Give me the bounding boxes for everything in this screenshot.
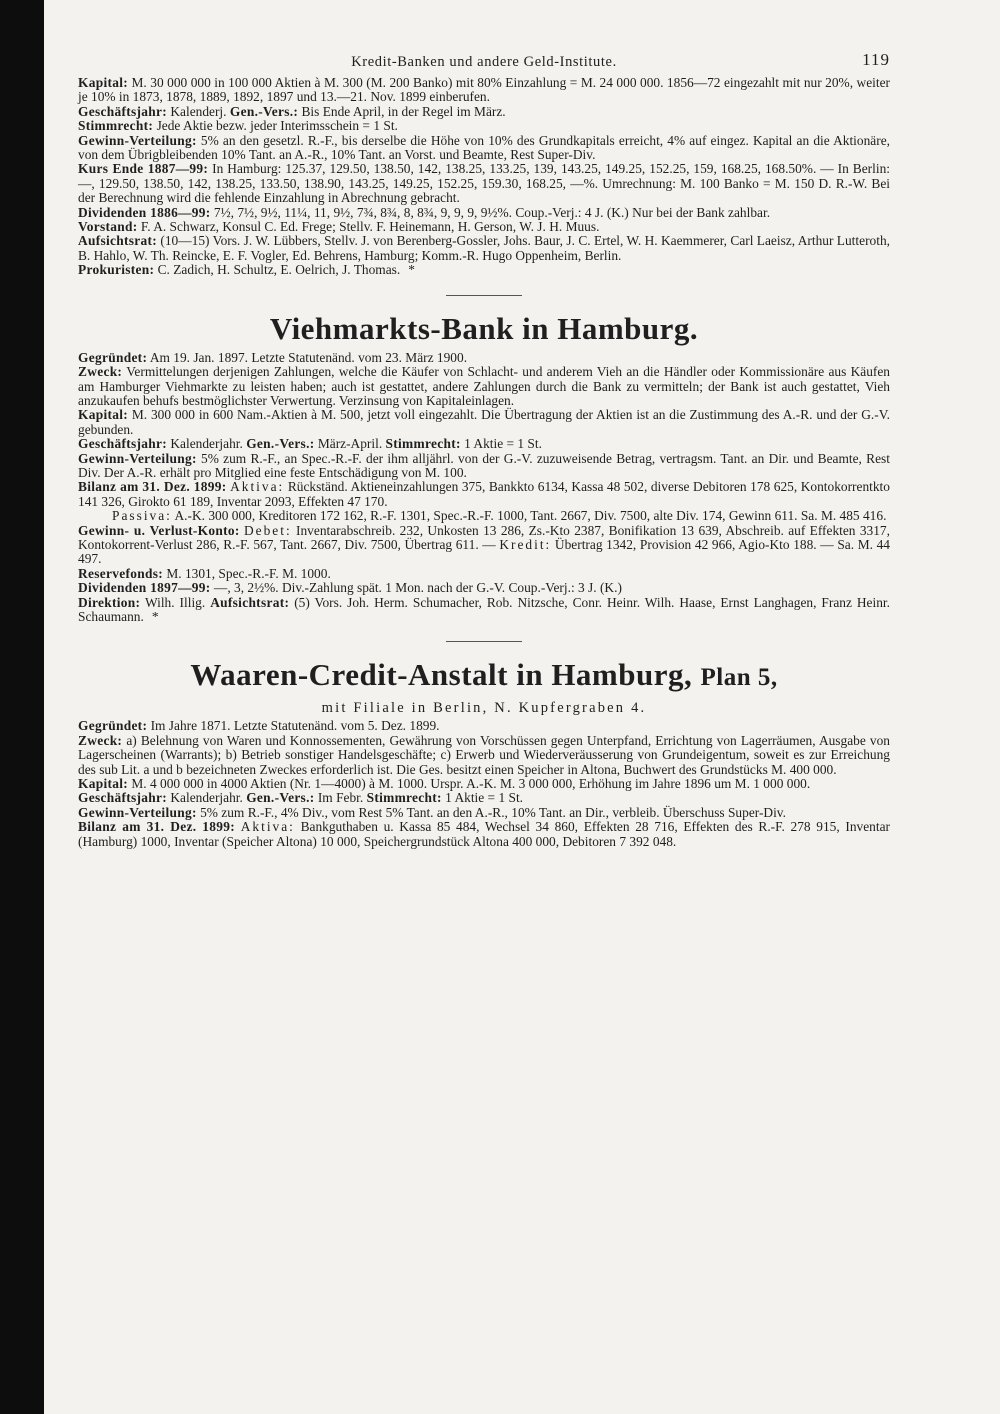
entry-label: Gen.-Vers.:	[246, 436, 315, 452]
entry-reservefonds	[78, 567, 890, 581]
entry-text: In Hamburg: 125.37, 129.50, 138.50, 142, 138.25, 133.25, 139, 143.25, 149.25, 152.25, 159, 168.25, 168.50%. — In Berlin: —, 129.50, 138.50, 142, 138.25, 133.50, 138.90, 143.25, 149.25, 152.25, 159.30, 168.25, —%. Umrechnung: M. 100 Banko = M. 150 D. R.-W. Bei der Berechnung wird die fehlende Einzahlung in Abrechnung gebracht.	[78, 161, 890, 206]
entry-label: Stimmrecht:	[78, 118, 154, 134]
entry-gegruendet	[78, 719, 890, 733]
entry-label: Stimmrecht:	[385, 436, 461, 452]
entry-label: Zweck:	[78, 364, 123, 380]
plan-reference: Plan 5,	[700, 664, 778, 692]
entry-label: Kapital:	[78, 776, 129, 792]
entry-text: Vermittelungen derjenigen Zahlungen, welche die Käufer von Schlacht- und anderem Vieh an die Händler oder Kommissionäre aus Käufen am Hamburger Viehmarkte zu leisten haben; auch ist gestattet, andere Zahlungen durch die Bank zu vermitteln; der Bank ist auch gestattet, Vieh anzukaufen behufs bestmöglichster Verwertung. Verzinsung von Kapitaleinlagen.	[78, 364, 890, 408]
section-divider	[446, 641, 522, 642]
entry-label: Gewinn-Verteilung:	[78, 804, 197, 820]
entry-label: Kurs Ende 1887—99:	[78, 161, 209, 177]
entry-text: Im Febr.	[317, 790, 364, 806]
entry-text: (10—15) Vors. J. W. Lübbers, Stellv. J. von Berenberg-Gossler, Johs. Baur, J. C. Ertel, W. H. Kaemmerer, Carl Laeisz, Arthur Lutteroth, B. Hahlo, W. Th. Reincke, E. F. Vogler, Ed. Behrens, Hamburg; Komm.-R. Hugo Oppenheim, Berlin.	[78, 233, 890, 263]
running-head-title: Kredit-Banken und andere Geld-Institute.	[351, 54, 617, 70]
entry-label: Geschäftsjahr:	[78, 436, 167, 452]
entry-stimmrecht	[78, 119, 890, 133]
section-divider	[446, 295, 522, 296]
entry-label: Prokuristen:	[78, 262, 155, 278]
entry-kapital	[78, 777, 890, 791]
entry-text: Jede Aktie bezw. jeder Interimsschein = 1 St.	[156, 118, 398, 134]
entry-label: Gewinn-Verteilung:	[78, 450, 197, 466]
entry-label: Gen.-Vers.:	[246, 790, 315, 806]
aktiva-label: Aktiva:	[230, 479, 285, 495]
entry-aufsichtsrat	[78, 234, 890, 263]
entry-label: Bilanz am 31. Dez. 1899:	[78, 479, 227, 495]
entry-text: M. 1301, Spec.-R.-F. M. 1000.	[166, 565, 331, 581]
entry-kapital	[78, 76, 890, 105]
bank-subtitle: mit Filiale in Berlin, N. Kupfergraben 4.	[321, 700, 647, 717]
entry-zweck	[78, 365, 890, 408]
entry-text: Bankguthaben u. Kassa 85 484, Wechsel 34 860, Effekten 28 716, Effekten des R.-F. 278 915, Inventar (Hamburg) 1000, Inventar (Speicher Altona) 10 000, Speichergrundstück Altona 400 000, Debitoren 7 392 048.	[78, 819, 890, 849]
entry-text: 1 Aktie = 1 St.	[445, 790, 524, 806]
entry-label: Gegründet:	[78, 718, 148, 734]
entry-text: a) Belehnung von Waren und Konnossementen, Gewährung von Vorschüssen gegen Unterpfand, Errichtung von Lagerräumen, Ausgabe von Lagerscheinen (Warrants); b) Betrieb sonstiger Handelsgeschäfte; c) Erwerb und Wiederveräusserung von Grundeigentum, soweit es zur Erreichung des sub Lit. a und b bezeichneten Zweckes erforderlich ist. Die Ges. besitzt einen Speicher in Altona, Buchwert des Grundstücks M. 400 000.	[78, 732, 890, 777]
entry-dividenden	[78, 206, 890, 220]
entry-label: Dividenden 1897—99:	[78, 580, 211, 596]
entry-text: Kalenderjahr.	[170, 436, 243, 452]
entry-text: Rückständ. Aktieneinzahlungen 375, Bankkto 6134, Kassa 48 502, diverse Debitoren 178 625, Kontokorrentkto 141 326, Girokto 61 189, Inventar 2093, Effekten 47 170.	[78, 479, 890, 509]
entry-gewinn-verteilung	[78, 806, 890, 820]
entry-geschaeftsjahr	[78, 105, 890, 119]
entry-prokuristen	[78, 263, 890, 277]
debet-label: Debet:	[243, 522, 292, 538]
entry-label: Kapital:	[78, 75, 129, 90]
entry-gewinn-verlust	[78, 524, 890, 567]
entry-geschaeftsjahr	[78, 791, 890, 805]
entry-label: Gen.-Vers.:	[229, 103, 299, 119]
entry-text: Am 19. Jan. 1897. Letzte Statutenänd. vom 23. März 1900.	[149, 349, 468, 365]
entry-text: —, 3, 2½%. Div.-Zahlung spät. 1 Mon. nach der G.-V. Coup.-Verj.: 3 J. (K.)	[213, 580, 622, 596]
entry-label: Direktion:	[78, 594, 141, 610]
entry-text: Übertrag 1342, Provision 42 966, Agio-Kto 188. — Sa. M. 44 497.	[78, 536, 890, 567]
entry-text: 5% an den gesetzl. R.-F., bis derselbe die Höhe von 10% des Grundkapitals erreicht, 4% auf eingez. Kapital an die Aktionäre, von dem Übrigbleibenden 10% Tant. an A.-R., 10% Tant. an Vorst. und Beamte, Rest Super-Div.	[78, 132, 890, 163]
bank-title-text: Waaren-Credit-Anstalt in Hamburg,	[190, 657, 693, 693]
entry-kurs	[78, 162, 890, 205]
entry-gewinn-verteilung	[78, 452, 890, 481]
entry-label: Kapital:	[78, 407, 129, 423]
entry-text: Kalenderjahr.	[170, 790, 243, 806]
section-waaren-credit-anstalt	[78, 657, 890, 849]
entry-label: Aufsichtsrat:	[78, 233, 158, 249]
entry-gewinn-verteilung	[78, 134, 890, 163]
entry-text: 7½, 7½, 9½, 11¼, 11, 9½, 7¾, 8¾, 8, 8¾, 9, 9, 9, 9½%. Coup.-Verj.: 4 J. (K.) Nur bei der Bank zahlbar.	[213, 204, 771, 220]
entry-text: Im Jahre 1871. Letzte Statutenänd. vom 5. Dez. 1899.	[150, 718, 440, 734]
entry-zweck	[78, 734, 890, 777]
entry-label: Vorstand:	[78, 219, 138, 235]
entry-label: Reservefonds:	[78, 565, 163, 581]
end-asterisk: *	[151, 609, 159, 624]
entry-text: 5% zum R.-F., 4% Div., vom Rest 5% Tant. an den A.-R., 10% Tant. an Dir., verbleib. Überschuss Super-Div.	[200, 804, 786, 820]
end-asterisk: *	[408, 262, 415, 278]
entry-bilanz-passiva	[78, 509, 890, 523]
entry-text: C. Zadich, H. Schultz, E. Oelrich, J. Thomas.	[157, 262, 401, 278]
entry-dividenden	[78, 581, 890, 595]
entry-text: (5) Vors. Joh. Herm. Schumacher, Rob. Nitzsche, Conr. Heinr. Wilh. Haase, Ernst Langhagen, Franz Heinr. Schaumann.	[78, 594, 890, 624]
entry-bilanz-aktiva	[78, 480, 890, 509]
entry-kapital	[78, 408, 890, 437]
entry-bilanz-aktiva	[78, 820, 890, 849]
entry-label: Gewinn- u. Verlust-Konto:	[78, 522, 240, 538]
entry-text: M. 4 000 000 in 4000 Aktien (Nr. 1—4000) à M. 1000. Urspr. A.-K. M. 3 000 000, Erhöhung im Jahre 1896 um M. 1 000 000.	[131, 776, 811, 792]
scan-edge	[0, 0, 44, 1414]
passiva-label: Passiva:	[112, 508, 172, 524]
bank-title	[78, 657, 890, 696]
entry-label: Stimmrecht:	[366, 790, 442, 806]
entry-label: Bilanz am 31. Dez. 1899:	[78, 819, 236, 835]
entry-label: Zweck:	[78, 732, 123, 748]
entry-geschaeftsjahr	[78, 437, 890, 451]
section-continuation	[78, 76, 890, 278]
entry-text: März-April.	[317, 436, 383, 452]
entry-text: A.-K. 300 000, Kreditoren 172 162, R.-F. 1301, Spec.-R.-F. 1000, Tant. 2667, Div. 7500, alte Div. 174, Gewinn 611. Sa. M. 485 416.	[174, 508, 887, 524]
section-viehmarkts-bank	[78, 311, 890, 625]
entry-label: Geschäftsjahr:	[78, 790, 167, 806]
bank-title: Viehmarkts-Bank in Hamburg.	[269, 310, 699, 346]
entry-label: Aufsichtsrat:	[210, 594, 290, 610]
aktiva-label: Aktiva:	[240, 819, 295, 835]
entry-text: 1 Aktie = 1 St.	[464, 436, 542, 452]
page-content	[78, 46, 890, 849]
entry-text: M. 300 000 in 600 Nam.-Aktien à M. 500, jetzt voll eingezahlt. Die Übertragung der Aktien ist an die Zustimmung des A.-R. und der G.-V. gebunden.	[78, 407, 890, 437]
entry-direktion	[78, 596, 890, 625]
entry-gegruendet	[78, 351, 890, 365]
entry-text: Bis Ende April, in der Regel im März.	[301, 103, 506, 119]
entry-text: F. A. Schwarz, Konsul C. Ed. Frege; Stellv. F. Heinemann, H. Gerson, W. J. H. Muus.	[140, 219, 600, 235]
page-number: 119	[862, 50, 890, 69]
entry-label: Dividenden 1886—99:	[78, 204, 211, 220]
entry-vorstand	[78, 220, 890, 234]
entry-text: Inventarabschreib. 232, Unkosten 13 286, Zs.-Kto 2387, Bonifikation 13 639, Abschreib. auf Effekten 3317, Kontokorrent-Verlust 286, R.-F. 567, Tant. 2667, Div. 7500, Übertrag 611. —	[78, 522, 890, 552]
entry-text: Wilh. Illig.	[145, 594, 206, 610]
entry-text: 5% zum R.-F., an Spec.-R.-F. der ihm alljährl. von der G.-V. zuzuweisende Betrag, vertragsm. Tant. an Dir. und Beamte, Rest Div. Der A.-R. erhält pro Mitglied eine feste Entschädigung von M. 100.	[78, 450, 890, 480]
running-head	[78, 46, 890, 76]
kredit-label: Kredit:	[499, 536, 552, 552]
entry-text: Kalenderj.	[170, 103, 227, 119]
entry-text: M. 30 000 000 in 100 000 Aktien à M. 300 (M. 200 Banko) mit 80% Einzahlung = M. 24 000 000. 1856—72 eingezahlt mit nur 20%, weiter je 10% in 1873, 1878, 1889, 1892, 1897 und 13.—21. Nov. 1899 einberufen.	[78, 75, 890, 105]
entry-label: Geschäftsjahr:	[78, 103, 167, 119]
entry-label: Gegründet:	[78, 349, 148, 365]
entry-label: Gewinn-Verteilung:	[78, 132, 197, 148]
